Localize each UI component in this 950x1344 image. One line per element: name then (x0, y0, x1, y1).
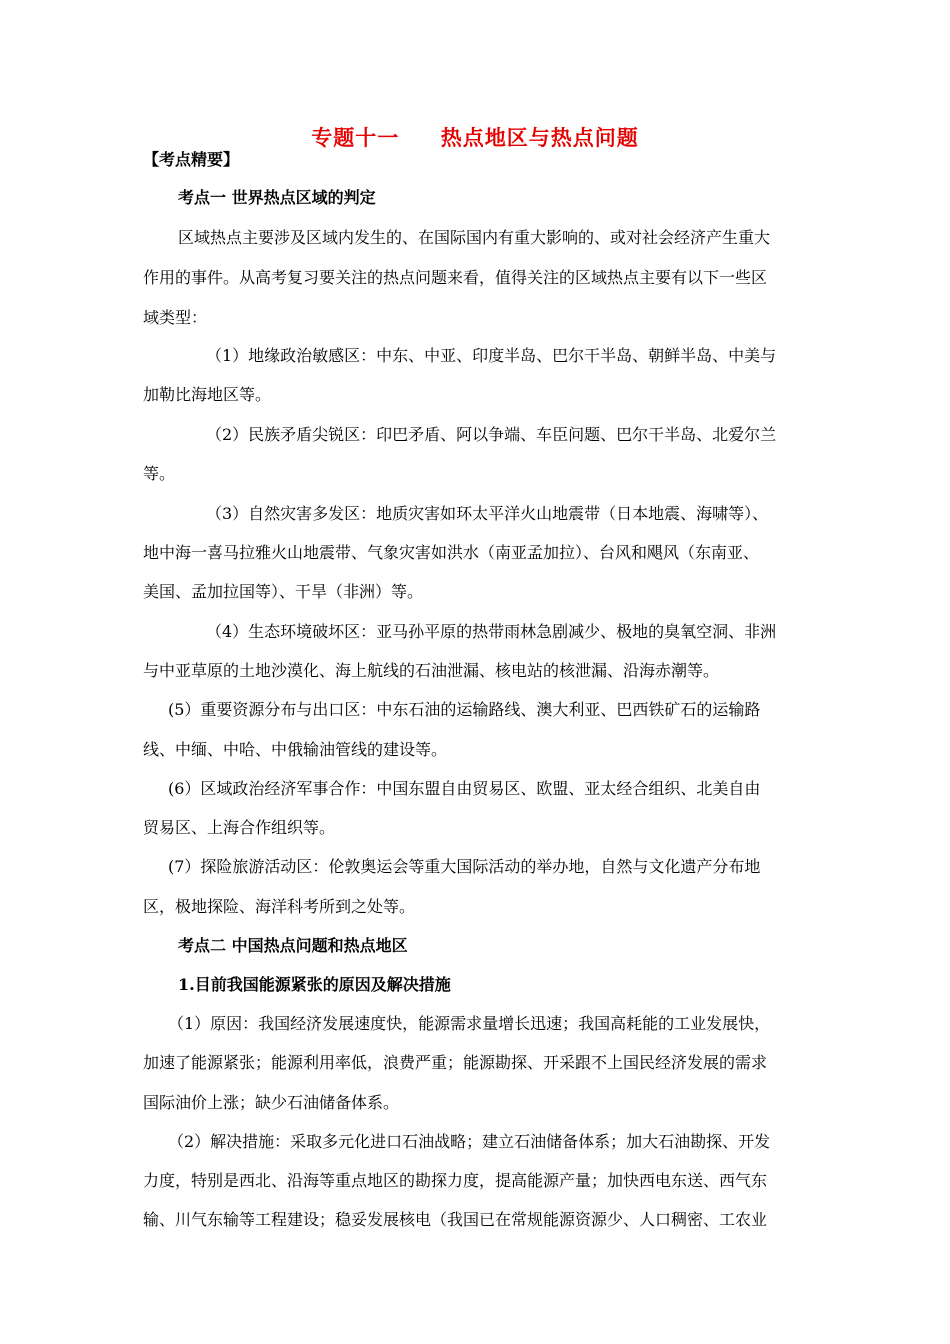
section-heading: 【考点精要】 (143, 150, 240, 169)
paragraph-line: 美国、孟加拉国等）、干旱（非洲）等。 (143, 582, 424, 601)
point2-heading: 考点二 中国热点问题和热点地区 (178, 936, 408, 955)
paragraph-line: 区，极地探险、海洋科考所到之处等。 (143, 897, 416, 916)
paragraph-line: 等。 (143, 464, 176, 483)
paragraph-line: 域类型： (143, 308, 208, 327)
paragraph-line: (6）区域政治经济军事合作：中国东盟自由贸易区、欧盟、亚太经合组织、北美自由 (168, 779, 761, 798)
paragraph-line: （1）原因：我国经济发展速度快，能源需求量增长迅速；我国高耗能的工业发展快， (168, 1014, 771, 1033)
page-title: 专题十一 热点地区与热点问题 (311, 125, 639, 150)
point1-heading: 考点一 世界热点区域的判定 (178, 188, 376, 207)
paragraph-line: （2）解决措施：采取多元化进口石油战略；建立石油储备体系；加大石油勘探、开发 (168, 1132, 771, 1151)
paragraph-line: (5）重要资源分布与出口区：中东石油的运输路线、澳大利亚、巴西铁矿石的运输路 (168, 700, 761, 719)
paragraph-line: 输、川气东输等工程建设；稳妥发展核电（我国已在常规能源资源少、人口稠密、工农业 (143, 1210, 768, 1229)
paragraph-line: （3）自然灾害多发区：地质灾害如环太平洋火山地震带（日本地震、海啸等）、 (206, 504, 769, 523)
paragraph-line: 区域热点主要涉及区域内发生的、在国际国内有重大影响的、或对社会经济产生重大 (178, 228, 771, 247)
paragraph-line: （2）民族矛盾尖锐区：印巴矛盾、阿以争端、车臣问题、巴尔干半岛、北爱尔兰 (206, 425, 777, 444)
paragraph-line: 作用的事件。从高考复习要关注的热点问题来看，值得关注的区域热点主要有以下一些区 (143, 268, 768, 287)
subsection-heading: 1.目前我国能源紧张的原因及解决措施 (178, 975, 451, 994)
paragraph-line: （4）生态环境破坏区：亚马孙平原的热带雨林急剧减少、极地的臭氧空洞、非洲 (206, 622, 777, 641)
paragraph-line: 国际油价上涨；缺少石油储备体系。 (143, 1093, 400, 1112)
paragraph-line: 与中亚草原的土地沙漠化、海上航线的石油泄漏、核电站的核泄漏、沿海赤潮等。 (143, 661, 720, 680)
paragraph-line: 地中海一喜马拉雅火山地震带、气象灾害如洪水（南亚孟加拉）、台风和飓风（东南亚、 (143, 543, 760, 562)
paragraph-line: 线、中缅、中哈、中俄输油管线的建设等。 (143, 740, 448, 759)
paragraph-line: 力度，特别是西北、沿海等重点地区的勘探力度，提高能源产量；加快西电东送、西气东 (143, 1171, 768, 1190)
paragraph-line: （1）地缘政治敏感区：中东、中亚、印度半岛、巴尔干半岛、朝鲜半岛、中美与 (206, 346, 777, 365)
paragraph-line: 加勒比海地区等。 (143, 385, 272, 404)
paragraph-line: 加速了能源紧张；能源利用率低，浪费严重；能源勘探、开采跟不上国民经济发展的需求 (143, 1053, 768, 1072)
paragraph-line: 贸易区、上海合作组织等。 (143, 818, 336, 837)
paragraph-line: (7）探险旅游活动区：伦敦奥运会等重大国际活动的举办地，自然与文化遗产分布地 (168, 857, 761, 876)
